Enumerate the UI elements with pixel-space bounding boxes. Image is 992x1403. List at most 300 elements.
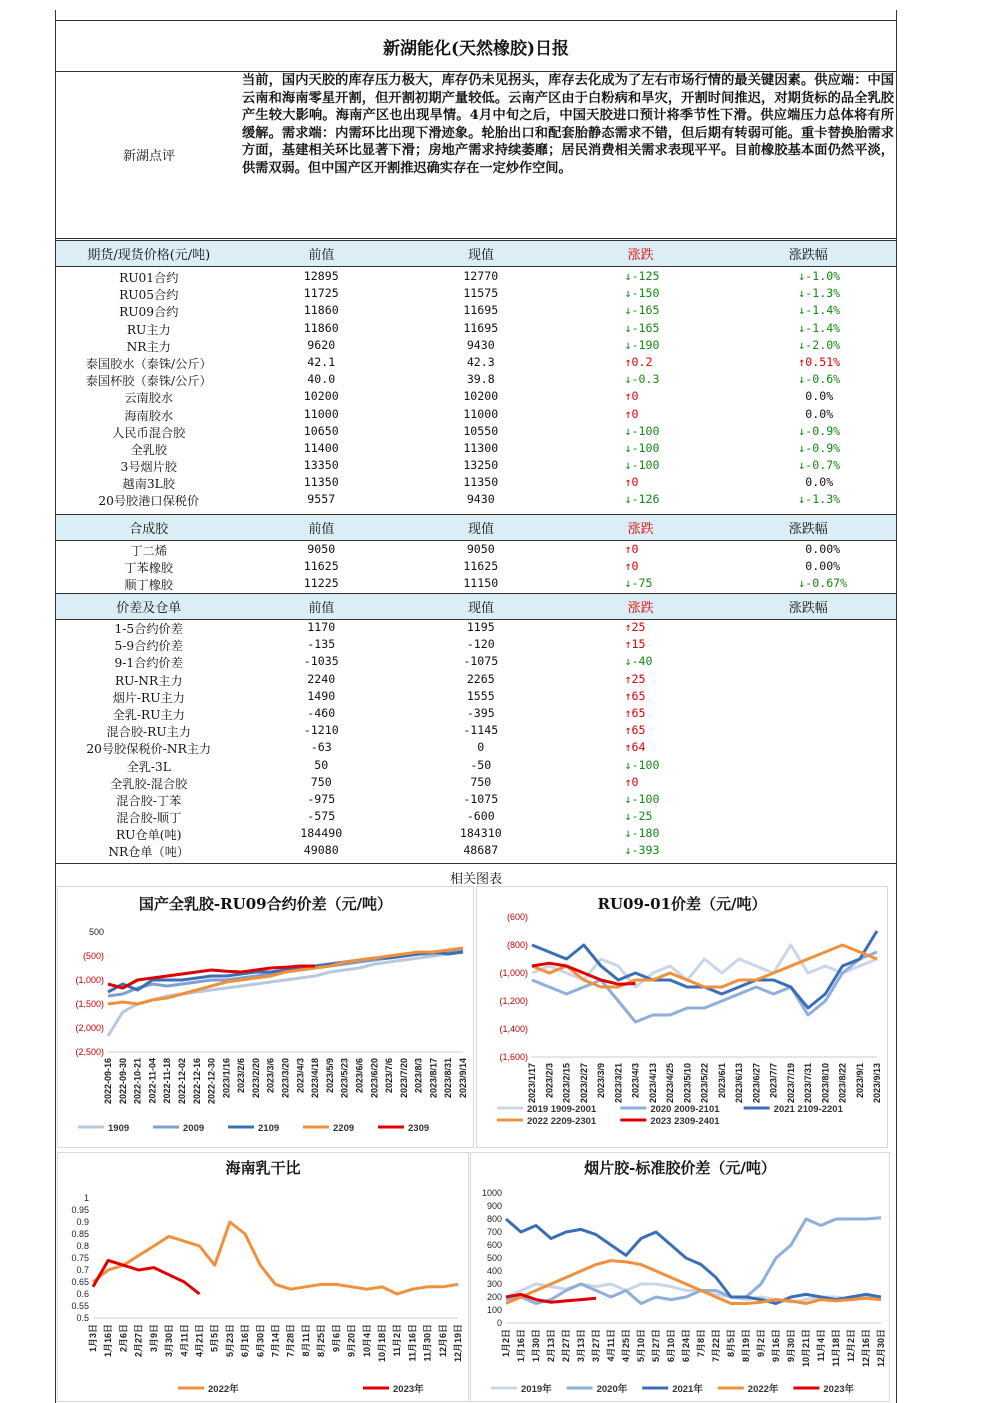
change-value: -100 [631, 458, 660, 473]
x-tick-label: 2023/5/23 [339, 1058, 350, 1099]
y-tick-label: 0.65 [71, 1277, 89, 1287]
y-tick-label: 600 [486, 1240, 502, 1250]
row-change [561, 706, 721, 723]
x-tick-label: 2023/7/7 [768, 1063, 779, 1099]
y-tick-label: 700 [486, 1227, 502, 1237]
header-cell: 现值 [467, 522, 494, 537]
row-name: 海南胶水 [124, 408, 174, 423]
row-cur: 11350 [463, 475, 499, 490]
change-value: 15 [631, 637, 646, 652]
futures-rows [56, 267, 896, 510]
row-change [561, 559, 721, 576]
y-tick-label: 300 [486, 1279, 502, 1289]
table-row [56, 355, 896, 372]
header-cell: 涨跌幅 [788, 248, 828, 263]
table-row [56, 672, 896, 689]
table-row [56, 269, 896, 286]
legend-label: 2023 2309-2401 [650, 1116, 720, 1127]
row-prev: 11000 [303, 406, 339, 421]
row-prev: 13350 [303, 458, 339, 473]
x-tick-label: 2022-12-30 [206, 1058, 217, 1105]
header-cell: 涨跌 [627, 601, 654, 616]
y-tick-label: 1000 [481, 1188, 502, 1198]
y-tick-label: 500 [486, 1253, 502, 1263]
x-tick-label: 12月19日 [453, 1324, 463, 1363]
pct-value: 0.51% [805, 354, 841, 369]
row-name: RU09合约 [119, 305, 179, 320]
row-pct [720, 758, 896, 775]
y-tick-label: (1,400) [499, 1024, 528, 1034]
spreads-rows [56, 620, 896, 861]
row-change [561, 458, 721, 475]
row-change [561, 775, 721, 792]
header-cell: 涨跌 [627, 522, 654, 537]
row-pct [720, 372, 896, 389]
row-pct [720, 389, 896, 406]
arrow-up-icon: ↑ [624, 688, 632, 703]
row-change [561, 723, 721, 740]
row-pct [720, 303, 896, 320]
arrow-up-icon: ↑ [798, 354, 806, 369]
change-value: 0 [631, 389, 639, 404]
arrow-down-icon: ↓ [624, 320, 632, 335]
y-tick-label: 500 [88, 927, 104, 937]
chart-title: 国产全乳胶-RU09合约价差（元/吨） [138, 895, 393, 913]
x-tick-label: 9月30日 [786, 1329, 796, 1363]
change-value: -393 [631, 843, 660, 858]
futures-header [56, 240, 896, 267]
row-pct [720, 775, 896, 792]
y-tick-label: (1,200) [499, 996, 528, 1006]
arrow-down-icon: ↓ [624, 757, 632, 772]
row-name: 泰国杯胶（泰铢/公斤） [85, 374, 212, 389]
row-pct [720, 338, 896, 355]
row-cur: 39.8 [466, 372, 495, 387]
table-row [56, 475, 896, 492]
arrow-down-icon: ↓ [624, 492, 632, 507]
x-tick-label: 12月16日 [861, 1329, 871, 1368]
x-tick-label: 5月5日 [209, 1324, 220, 1353]
x-tick-label: 2月27日 [133, 1324, 144, 1358]
row-name: 人民币混合胶 [112, 425, 186, 440]
arrow-up-icon: ↑ [624, 723, 632, 738]
row-prev: 11860 [303, 320, 339, 335]
row-prev: 1490 [307, 688, 336, 703]
x-tick-label: 9月6日 [331, 1324, 342, 1353]
x-tick-label: 7月8日 [696, 1329, 706, 1358]
x-tick-label: 2023/5/22 [699, 1063, 710, 1104]
table-row [56, 338, 896, 355]
x-tick-label: 2023/8/22 [837, 1063, 848, 1104]
row-change [561, 576, 721, 593]
x-tick-label: 2022-11-04 [147, 1058, 158, 1104]
row-change [561, 492, 721, 509]
x-tick-label: 10月18日 [376, 1324, 387, 1363]
arrow-up-icon: ↑ [624, 637, 632, 652]
row-prev: 9050 [307, 542, 336, 556]
table-row [56, 826, 896, 843]
row-cur: 10550 [463, 423, 499, 438]
x-tick-label: 3月30日 [164, 1324, 175, 1358]
x-tick-label: 2023/8/31 [443, 1058, 454, 1099]
x-tick-label: 3月13日 [576, 1329, 586, 1363]
y-tick-label: 0.6 [76, 1289, 89, 1299]
pct-value: 0.00% [805, 559, 841, 574]
y-tick-label: 0.9 [76, 1217, 89, 1227]
x-tick-label: 9月20日 [346, 1324, 357, 1358]
row-cur: 42.3 [466, 354, 495, 369]
row-name: 顺丁橡胶 [124, 578, 174, 593]
row-pct [720, 637, 896, 654]
table-row [56, 706, 896, 723]
change-value: 0 [631, 475, 639, 490]
row-pct [720, 458, 896, 475]
row-prev: 11625 [303, 559, 339, 574]
header-cell: 合成胶 [129, 522, 169, 537]
x-tick-label: 12月30日 [876, 1329, 886, 1368]
row-change [561, 303, 721, 320]
row-cur: 1195 [466, 620, 495, 634]
chart-svg [471, 1153, 889, 1401]
row-change [561, 740, 721, 757]
header-cell: 现值 [467, 601, 494, 616]
change-value: 64 [631, 740, 646, 755]
table-row [56, 321, 896, 338]
arrow-up-icon: ↑ [624, 559, 632, 574]
pct-value: 0.0% [805, 406, 834, 421]
legend-label: 2309 [408, 1123, 430, 1134]
x-tick-label: 11月18日 [831, 1329, 841, 1367]
x-tick-label: 2023/4/3 [630, 1063, 641, 1099]
row-prev: 9557 [307, 492, 336, 507]
synthetic-rows [56, 541, 896, 594]
row-cur: 2265 [466, 671, 495, 686]
pct-value: -0.9% [805, 440, 841, 455]
change-value: -125 [631, 269, 660, 283]
x-tick-label: 2022-11-18 [162, 1058, 173, 1104]
comment-section [56, 70, 896, 239]
row-change [561, 637, 721, 654]
legend-label: 2209 [333, 1123, 355, 1134]
x-tick-label: 1月2日 [501, 1329, 511, 1358]
table-row [56, 740, 896, 757]
row-pct [720, 441, 896, 458]
row-name: NR主力 [126, 339, 171, 354]
pct-value: -1.4% [805, 320, 841, 335]
row-prev: -135 [307, 637, 336, 652]
change-value: 0 [631, 406, 639, 421]
x-tick-label: 2023/4/3 [295, 1058, 306, 1094]
row-pct [720, 559, 896, 576]
x-tick-label: 6月10日 [666, 1329, 676, 1363]
row-cur: 11150 [463, 576, 499, 591]
table-row [56, 303, 896, 320]
x-tick-label: 1月16日 [103, 1324, 114, 1358]
pct-value: -0.67% [805, 576, 848, 591]
row-change [561, 441, 721, 458]
y-tick-label: 0.8 [76, 1241, 89, 1251]
legend-label: 2023年 [393, 1384, 424, 1395]
row-change [561, 689, 721, 706]
table-row [56, 723, 896, 740]
x-tick-label: 5月23日 [224, 1324, 235, 1358]
y-tick-label: 0.85 [71, 1229, 89, 1239]
change-value: -100 [631, 791, 660, 806]
arrow-down-icon: ↓ [624, 269, 632, 283]
header-cell: 现值 [467, 248, 494, 263]
table-row [56, 758, 896, 775]
row-prev: 184490 [300, 826, 343, 841]
row-pct [720, 542, 896, 559]
legend-label: 2022 2209-2301 [527, 1116, 597, 1127]
x-tick-label: 6月16日 [240, 1324, 251, 1358]
row-change [561, 672, 721, 689]
row-name: 混合胶-丁苯 [116, 793, 182, 808]
table-row [56, 559, 896, 576]
legend-label: 2020年 [596, 1384, 628, 1395]
row-prev: 2240 [307, 671, 336, 686]
y-tick-label: 200 [486, 1292, 502, 1302]
arrow-down-icon: ↓ [798, 492, 806, 507]
table-row [56, 372, 896, 389]
row-change [561, 758, 721, 775]
row-prev: 1170 [307, 620, 336, 634]
table-row [56, 689, 896, 706]
row-prev: 11225 [303, 576, 339, 591]
chart-svg [58, 887, 473, 1147]
pct-value: 0.0% [805, 389, 834, 404]
y-tick-label: (500) [82, 951, 104, 961]
x-tick-label: 2022-12-02 [176, 1058, 187, 1105]
x-tick-label: 4月21日 [194, 1324, 205, 1358]
row-change [561, 475, 721, 492]
row-pct [720, 843, 896, 860]
x-tick-label: 2023/2/15 [561, 1063, 572, 1104]
row-change [561, 389, 721, 406]
x-tick-label: 12月2日 [846, 1329, 856, 1363]
row-name: 全乳-RU主力 [112, 707, 185, 722]
x-tick-label: 11月30日 [422, 1324, 433, 1362]
row-name: 全乳胶 [130, 442, 168, 457]
series-line [532, 931, 877, 1008]
y-tick-label: (600) [506, 912, 528, 922]
x-tick-label: 2023/6/27 [751, 1063, 762, 1104]
legend-label: 2019年 [521, 1384, 552, 1395]
comment-text: 当前，国内天胶的库存压力极大，库存仍未见拐头，库存去化成为了左右市场行情的最关键因素。供应端：中国云南和海南零星开割，但开割初期产量较低。云南产区由于白粉病和旱灾，开割时间推迟，对期货标的品全乳胶产生较大影响。海南产区也出现旱情。4月中旬之后，中国天胶进口预计将季节性下滑。供应端压力总体将有所缓解。需求端：内需环比出现下滑迹象。轮胎出口和配套胎静态需求不错，但后期有转弱可能。重卡替换胎需求方面，基建相关环比显著下滑；房地产需求持续萎靡；居民消费相关需求表现平平。目前橡胶基本面仍然平淡，供需双弱。但中国产区开割推迟确实存在一定炒作空间。 [242, 73, 894, 176]
arrow-up-icon: ↑ [624, 406, 632, 421]
table-row [56, 620, 896, 637]
row-pct [720, 286, 896, 303]
change-value: 0 [631, 559, 639, 574]
x-tick-label: 1月30日 [531, 1329, 541, 1363]
legend-label: 2022年 [208, 1384, 239, 1395]
change-value: -0.3 [631, 372, 660, 387]
arrow-up-icon: ↑ [624, 774, 632, 789]
x-tick-label: 2022-09-16 [103, 1058, 113, 1105]
table-row [56, 775, 896, 792]
row-name: RU05合约 [119, 288, 179, 303]
x-tick-label: 2023/7/31 [803, 1063, 813, 1104]
legend-label: 2019 1909-2001 [527, 1104, 597, 1115]
change-value: -100 [631, 757, 660, 772]
row-pct [720, 826, 896, 843]
arrow-down-icon: ↓ [624, 372, 632, 387]
legend-label: 2022年 [747, 1384, 779, 1395]
row-change [561, 620, 721, 637]
x-tick-label: 2023/4/13 [647, 1063, 658, 1104]
header-cell: 前值 [308, 522, 335, 537]
change-value: -165 [631, 320, 660, 335]
arrow-down-icon: ↓ [798, 458, 806, 473]
row-name: 5-9合约价差 [114, 639, 183, 654]
y-tick-label: (2,000) [75, 1023, 104, 1033]
table-row [56, 407, 896, 424]
arrow-down-icon: ↓ [624, 458, 632, 473]
x-tick-label: 9月2日 [756, 1329, 766, 1358]
x-tick-label: 3月9日 [148, 1324, 159, 1353]
row-name: 泰国胶水（泰铢/公斤） [85, 356, 212, 371]
x-tick-label: 2023/5/10 [682, 1063, 693, 1104]
row-prev: 11860 [303, 303, 339, 318]
row-pct [720, 492, 896, 509]
row-cur: -395 [466, 705, 495, 720]
legend-label: 2109 [258, 1123, 280, 1134]
row-prev: -460 [307, 705, 336, 720]
row-cur: -120 [466, 637, 495, 652]
row-prev: 750 [310, 774, 332, 789]
x-tick-label: 7月14日 [270, 1324, 281, 1358]
row-name: RU仓单(吨) [115, 828, 182, 843]
y-tick-label: (1,600) [499, 1052, 528, 1062]
y-tick-label: (1,000) [75, 975, 104, 985]
x-tick-label: 2023/3/21 [613, 1063, 624, 1104]
row-cur: -1075 [463, 654, 499, 669]
change-value: -180 [631, 826, 660, 841]
x-tick-label: 2月27日 [561, 1329, 571, 1363]
row-cur: 184310 [459, 826, 502, 841]
table-row [56, 637, 896, 654]
x-tick-label: 2023/9/14 [458, 1058, 468, 1099]
row-cur: 11575 [463, 286, 499, 301]
change-value: 0.2 [631, 354, 653, 369]
comment-label: 新湖点评 [122, 148, 175, 164]
y-tick-label: 0 [496, 1318, 502, 1328]
series-line [93, 1222, 458, 1294]
row-change [561, 355, 721, 372]
pct-value: -1.0% [805, 269, 841, 283]
row-change [561, 407, 721, 424]
change-value: 65 [631, 705, 646, 720]
row-pct [720, 689, 896, 706]
arrow-down-icon: ↓ [624, 654, 632, 669]
table-row [56, 542, 896, 559]
row-cur: 9430 [466, 337, 495, 352]
arrow-down-icon: ↓ [624, 809, 632, 824]
row-pct [720, 672, 896, 689]
change-value: -126 [631, 492, 660, 507]
pct-value: -0.6% [805, 372, 841, 387]
pct-value: -1.3% [805, 492, 841, 507]
row-pct [720, 654, 896, 671]
table-row [56, 424, 896, 441]
x-tick-label: 2023/2/27 [578, 1063, 589, 1104]
x-tick-label: 8月25日 [316, 1324, 327, 1358]
row-prev: 11350 [303, 475, 339, 490]
row-change [561, 809, 721, 826]
x-tick-label: 6月24日 [681, 1329, 691, 1363]
arrow-down-icon: ↓ [798, 303, 806, 318]
x-tick-label: 2023/3/6 [265, 1058, 276, 1094]
row-change [561, 286, 721, 303]
pct-value: 0.0% [805, 475, 834, 490]
row-prev: 42.1 [307, 354, 336, 369]
x-tick-label: 12月6日 [437, 1324, 448, 1358]
x-tick-label: 2023/7/20 [398, 1058, 409, 1099]
x-tick-label: 2023/9/1 [854, 1063, 865, 1099]
x-tick-label: 2023/7/19 [785, 1063, 796, 1104]
row-cur: 10200 [463, 389, 499, 404]
arrow-up-icon: ↑ [624, 389, 632, 404]
x-tick-label: 2月6日 [118, 1324, 129, 1353]
row-change [561, 424, 721, 441]
row-cur: 11695 [463, 303, 499, 318]
row-name: RU01合约 [119, 271, 179, 285]
change-value: 65 [631, 723, 646, 738]
row-pct [720, 355, 896, 372]
arrow-down-icon: ↓ [798, 440, 806, 455]
row-name: 9-1合约价差 [114, 656, 183, 671]
y-tick-label: (800) [506, 940, 528, 950]
x-tick-label: 2023/3/9 [596, 1063, 606, 1099]
synthetic-header [56, 514, 896, 541]
row-prev: 49080 [303, 843, 339, 858]
x-tick-label: 10月21日 [801, 1329, 811, 1368]
x-tick-label: 2023/8/17 [428, 1058, 439, 1099]
row-pct [720, 576, 896, 593]
change-value: -165 [631, 303, 660, 318]
x-tick-label: 2023/6/20 [369, 1058, 380, 1099]
row-pct [720, 809, 896, 826]
x-tick-label: 6月30日 [255, 1324, 266, 1358]
x-tick-label: 2023/4/18 [310, 1058, 321, 1099]
row-change [561, 542, 721, 559]
row-change [561, 338, 721, 355]
row-pct [720, 792, 896, 809]
report-title: 新湖能化(天然橡胶)日报 [56, 20, 896, 72]
change-value: 25 [631, 671, 646, 686]
row-cur: 750 [470, 774, 492, 789]
arrow-down-icon: ↓ [624, 843, 632, 858]
x-tick-label: 11月16日 [407, 1324, 418, 1362]
row-change [561, 792, 721, 809]
x-tick-label: 4月11日 [606, 1329, 616, 1362]
legend-label: 1909 [108, 1123, 130, 1134]
row-cur: -1145 [463, 723, 499, 738]
pct-value: -0.7% [805, 458, 841, 473]
row-cur: 11625 [463, 559, 499, 574]
chart-1 [57, 886, 474, 1148]
row-cur: 1555 [466, 688, 495, 703]
row-change [561, 372, 721, 389]
arrow-down-icon: ↓ [624, 423, 632, 438]
pct-value: -1.4% [805, 303, 841, 318]
row-cur: 11000 [463, 406, 499, 421]
arrow-down-icon: ↓ [798, 372, 806, 387]
row-cur: 11300 [463, 440, 499, 455]
header-cell: 期货/现货价格(元/吨) [87, 248, 211, 263]
y-tick-label: 0.5 [76, 1313, 89, 1323]
x-tick-label: 7月22日 [711, 1329, 721, 1363]
